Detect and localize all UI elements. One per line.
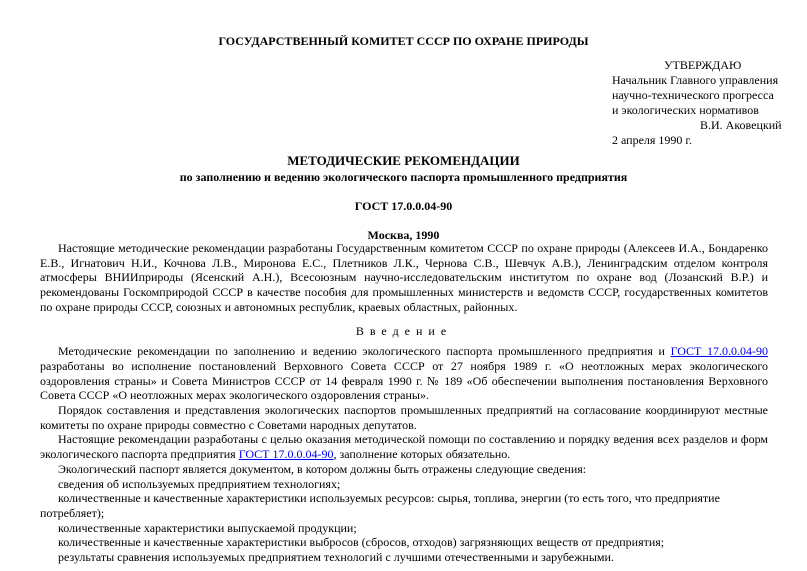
paragraph-text: , заполнение которых обязательно. bbox=[333, 447, 511, 462]
intro-paragraph: Экологический паспорт является документом, в котором должны быть отражены следующие сведения: bbox=[58, 461, 587, 476]
approval-block bbox=[612, 58, 792, 148]
gost-number: ГОСТ 17.0.0.04-90 bbox=[354, 199, 453, 213]
list-item: количественные и качественные характеристики выбросов (сбросов, отходов) загрязняющих веществ от предприятия; bbox=[58, 535, 665, 550]
introduction-heading: Введение bbox=[355, 323, 453, 338]
paragraph-text: разработаны во исполнение постановлений Верховного Совета СССР от 27 ноября 1989 г. «О неотложных мерах экологического оздоровления страны» и Совета Министров СССР от 14 февраля 1990 г. № 189 «Об обеспечении выполнения постановления Верховного Совета СССР «О неотложных мерах экологического оздоровления страны». bbox=[40, 358, 768, 403]
committee-header: ГОСУДАРСТВЕННЫЙ КОМИТЕТ СССР ПО ОХРАНЕ ПРИРОДЫ bbox=[218, 34, 589, 48]
document-title: МЕТОДИЧЕСКИЕ РЕКОМЕНДАЦИИ bbox=[287, 153, 520, 168]
list-item: количественные характеристики выпускаемой продукции; bbox=[58, 520, 357, 535]
list-item: результаты сравнения используемых предприятием технологий с лучшими отечественными и зарубежными. bbox=[58, 550, 614, 565]
gost-link[interactable]: ГОСТ 17.0.0.04-90 bbox=[238, 447, 334, 462]
approval-signatory: В.И. Аковецкий bbox=[700, 118, 782, 132]
paragraph-text: Настоящие рекомендации разработаны с целью оказания методической помощи по составлению и порядку ведения всех разделов и форм экологического паспорта предприятия bbox=[40, 432, 768, 462]
approval-line: и экологических нормативов bbox=[612, 103, 759, 117]
city-year: Москва, 1990 bbox=[367, 228, 440, 242]
paragraph-text: Методические рекомендации по заполнению и ведению экологического паспорта промышленного предприятия и bbox=[58, 344, 671, 359]
approval-date: 2 апреля 1990 г. bbox=[612, 133, 692, 147]
intro-paragraph: Порядок составления и представления экологических паспортов промышленных предприятий на согласование координируют местные комитеты по охране природы совместно с Советами народных депутатов. bbox=[40, 403, 768, 432]
gost-link[interactable]: ГОСТ 17.0.0.04-90 bbox=[670, 344, 768, 359]
document-body bbox=[40, 241, 768, 565]
intro-paragraph bbox=[40, 344, 768, 403]
title-block bbox=[0, 153, 807, 243]
list-item: количественные и качественные характеристики используемых ресурсов: сырья, топлива, энергии (то есть того, что предприятие потребляет); bbox=[40, 491, 720, 520]
intro-paragraph bbox=[40, 432, 768, 461]
preface-paragraph: Настоящие методические рекомендации разработаны Государственным комитетом СССР по охране природы (Алексеев И.А., Бондаренко Е.В., Игнатович Н.И., Кочнова Л.В., Миронова Е.С., Плетников Л.К., Чернова С.В., Шевчук А.В.), Ленинградским отделом контроля атмосферы ВНИИприроды (Ясенский А.Н.), Всесоюзным научно-исследовательским институтом по охране вод (Лозанский В.Р.) и рекомендованы Госкомприродой СССР в качестве пособия для промышленных министерств и ведомств СССР, государственных комитетов по охране природы СССР, союзных и автономных республик, краевых областных, районных. bbox=[40, 241, 768, 314]
list-item: сведения об используемых предприятием технологиях; bbox=[58, 476, 341, 491]
approval-line: Начальник Главного управления bbox=[612, 73, 779, 87]
approval-line: научно-технического прогресса bbox=[612, 88, 774, 102]
approval-heading: УТВЕРЖДАЮ bbox=[664, 58, 742, 72]
document-subtitle: по заполнению и ведению экологического паспорта промышленного предприятия bbox=[179, 170, 628, 184]
